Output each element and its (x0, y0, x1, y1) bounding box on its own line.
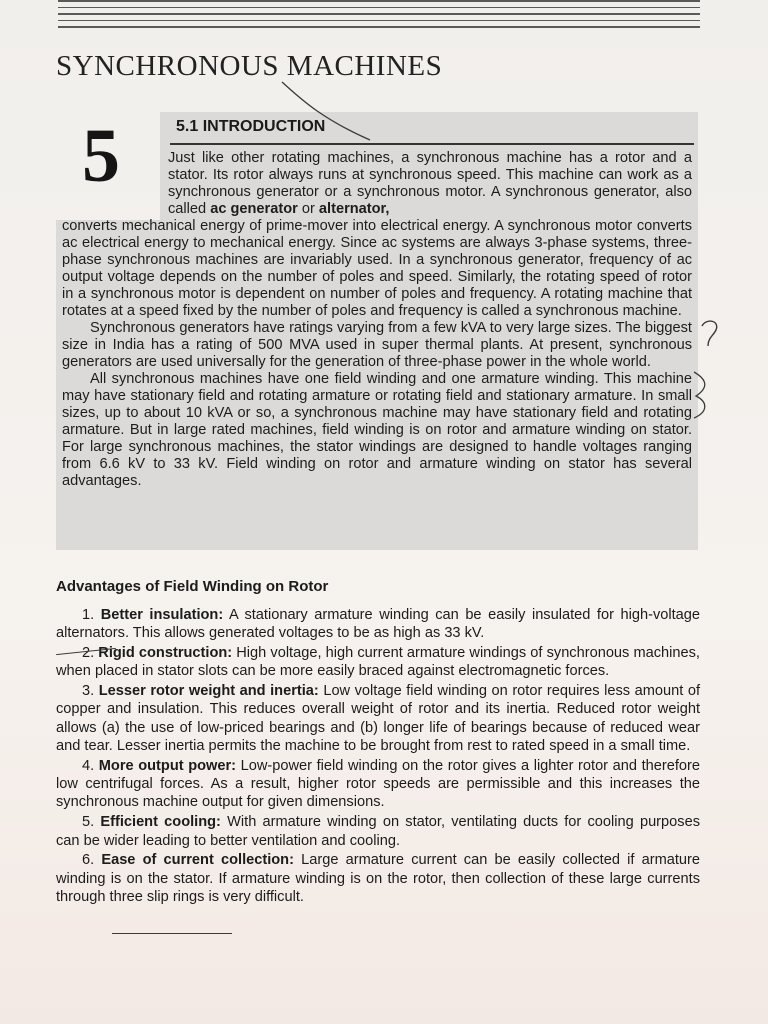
intro-or: or (301, 201, 315, 217)
advantage-item (56, 851, 700, 906)
section-heading-rule (170, 143, 694, 145)
intro-paragraph-3: All synchronous machines have one field winding and one armature winding. This machine may have stationary field and rotating armature or rotating field and stationary armature. In small sizes, up to about 10 kVA or so, a synchronous machine may have stationary field and rotating armature. But in large rated machines, field winding is on rotor and armature winding on stator. For large synchronous machines, the stator windings are designed to handle voltages ranging from 6.6 kV to 33 kV. Field winding on rotor and armature winding on stator has several advantages. (62, 371, 692, 489)
advantages-heading: Advantages of Field Winding on Rotor (56, 578, 329, 595)
item-text: Low voltage field winding on rotor requires less amount of copper and insulation. This reduces overall weight of rotor and its inertia. Reduced rotor weight allows (a) the use of low-priced bearings and (b) longer life of bearings because of reduced wear and tear. Lesser inertia permits the machine to be brought from rest to rated speed in a small time. (56, 683, 700, 755)
advantage-item (56, 813, 700, 850)
advantage-item (56, 606, 700, 643)
item-number: 4. (82, 757, 95, 774)
term-ac-generator: ac generator (210, 201, 298, 217)
item-text: High voltage, high current armature windings of synchronous machines, when placed in stator slots can be more easily braced against electromagnetic forces. (56, 645, 700, 680)
term-alternator: alternator, (318, 201, 390, 217)
item-number: 5. (82, 814, 95, 831)
advantages-list (56, 606, 700, 908)
intro-paragraph-1-rest: converts mechanical energy of prime-mover into electrical energy. A synchronous motor converts ac electrical energy to mechanical energy. Since ac systems are always 3-phase systems, three-phase synchronous machines are invariably used. In a synchronous generator, frequency of ac output voltage depends on the number of poles and speed. Similarly, the rotating speed of rotor in a synchronous motor is dependent on number of poles and frequency. A rotating machine that rotates at a speed fixed by the number of poles and frequency is called a synchronous machine. (62, 218, 692, 319)
item-number: 2. (82, 645, 95, 662)
item-lead: Rigid construction: (98, 645, 233, 662)
item-number: 3. (82, 683, 95, 700)
item-number: 1. (82, 607, 95, 623)
intro-paragraph-1-start (168, 150, 692, 218)
handwritten-bracket-mark (690, 370, 716, 420)
intro-paragraph-2: Synchronous generators have ratings varying from a few kVA to very large sizes. The biggest size in India has a rating of 500 MVA used in super thermal plants. At present, synchronous generators are used universally for the generation of three-phase power in the whole world. (62, 320, 692, 370)
item-text: Large armature current can be easily collected if armature winding is on the stator. If armature winding is on the rotor, then collection of these large currents through three slip rings is very difficult. (56, 852, 700, 905)
item-lead: Efficient cooling: (100, 814, 221, 831)
advantage-item (56, 644, 700, 681)
handwritten-curve-mark (280, 78, 380, 144)
intro-body (62, 218, 692, 490)
handwritten-question-mark (696, 318, 726, 354)
intro-text-a: Just like other rotating machines, a synchronous machine has a rotor and a stator. Its rotor always runs at synchronous speed. This machine can work as a synchronous generator or a synchronous motor. A synchronous generator, also called (168, 150, 692, 217)
chapter-number: 5 (82, 114, 120, 198)
advantage-item (56, 682, 700, 755)
item-lead: Lesser rotor weight and inertia: (98, 683, 319, 700)
header-rules (58, 0, 700, 40)
item-text: With armature winding on stator, ventilating ducts for cooling purposes can be wider leading to better ventilation and cooling. (56, 814, 700, 849)
item-number: 6. (82, 852, 95, 869)
item-lead: Better insulation: (100, 607, 224, 623)
chapter-title: SYNCHRONOUS MACHINES (56, 50, 443, 82)
item-lead: Ease of current collection: (101, 852, 294, 869)
handwritten-underline (112, 933, 232, 934)
advantage-item (56, 757, 700, 812)
item-text: Low-power field winding on the rotor gives a lighter rotor and therefore low centrifugal forces. As a result, higher rotor speeds are permissible and this increases the synchronous machine output for given dimensions. (56, 757, 700, 811)
section-heading: 5.1 INTRODUCTION (176, 118, 326, 135)
item-lead: More output power: (98, 757, 237, 774)
item-text: A stationary armature winding can be easily insulated for high-voltage alternators. This allows generated voltages to be as high as 33 kV. (56, 607, 701, 642)
